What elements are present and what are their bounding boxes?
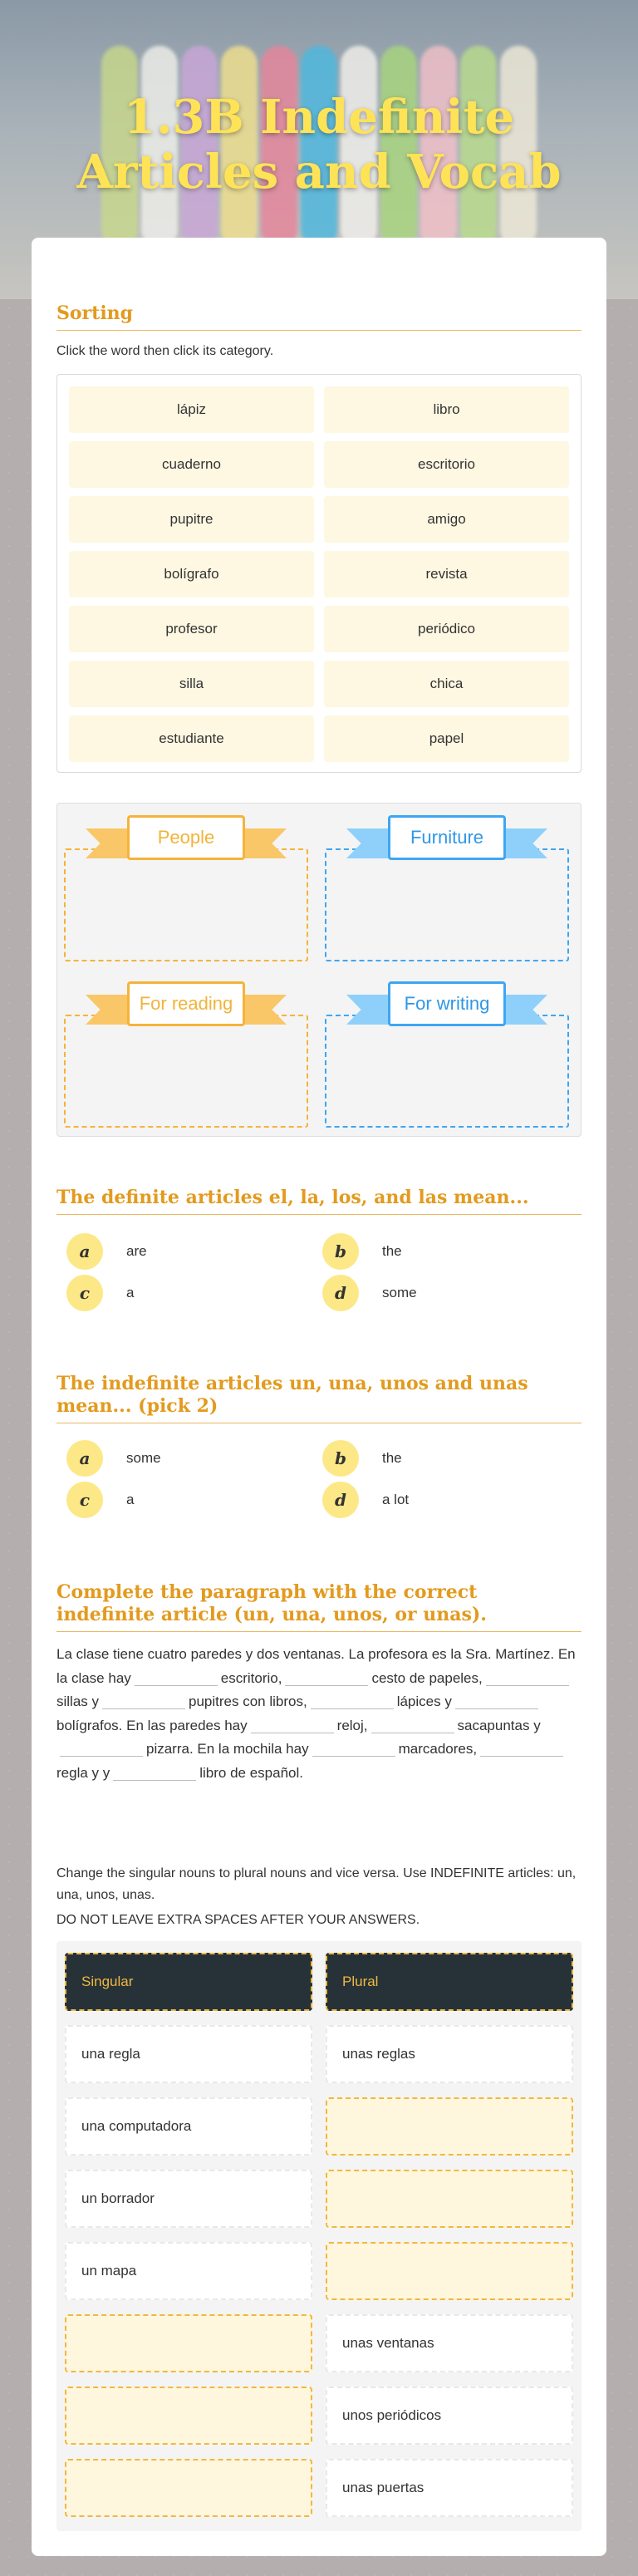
option-text: the [382, 1450, 402, 1466]
category-label: For reading [127, 981, 245, 1026]
page-title: 1.3B Indefinite Articles and Vocab [76, 90, 562, 199]
word-card[interactable]: papel [324, 715, 569, 762]
answer-blank[interactable] [311, 1694, 394, 1709]
ribbon-banner [86, 815, 287, 860]
option-d[interactable] [322, 1482, 409, 1518]
sorting-instruction: Click the word then click its category. [56, 344, 274, 358]
answer-blank[interactable] [135, 1671, 218, 1686]
answer-blank[interactable] [371, 1718, 454, 1733]
option-letter: c [66, 1482, 103, 1518]
ribbon-banner [346, 981, 547, 1026]
option-letter: b [322, 1233, 359, 1270]
answer-blank[interactable] [113, 1766, 196, 1781]
option-letter: a [66, 1440, 103, 1477]
ribbon-banner [346, 815, 547, 860]
drop-zone[interactable] [325, 848, 569, 961]
word-card[interactable]: pupitre [69, 496, 314, 543]
paragraph-segment: pizarra. En la mochila hay [146, 1741, 309, 1757]
plural-cell: unos periódicos [326, 2387, 573, 2445]
paragraph-segment: lápices y [396, 1694, 452, 1709]
column-header-singular: Singular [65, 1953, 312, 2011]
option-letter: c [66, 1275, 103, 1311]
option-letter: b [322, 1440, 359, 1477]
word-card[interactable]: revista [324, 551, 569, 597]
word-card[interactable]: escritorio [324, 441, 569, 488]
option-letter: d [322, 1275, 359, 1311]
option-d[interactable] [322, 1275, 417, 1311]
category-area [56, 803, 582, 1137]
option-a[interactable] [66, 1440, 161, 1477]
singular-cell: un borrador [65, 2170, 312, 2228]
category-people[interactable] [61, 807, 312, 961]
plural-table [56, 1941, 582, 2531]
word-card[interactable]: lápiz [69, 386, 314, 433]
option-text: some [382, 1285, 417, 1300]
word-card[interactable]: estudiante [69, 715, 314, 762]
option-text: some [126, 1450, 161, 1466]
paragraph-segment: regla y y [56, 1764, 110, 1781]
paragraph-text [56, 1643, 582, 1785]
category-furniture[interactable] [321, 807, 572, 961]
plural-instruction: Change the singular nouns to plural nouns and vice versa. Use INDEFINITE articles: un, una, unos, unas. [56, 1866, 577, 1902]
answer-blank[interactable] [480, 1742, 563, 1757]
word-card[interactable]: cuaderno [69, 441, 314, 488]
word-card[interactable]: amigo [324, 496, 569, 543]
paragraph-segment: La clase tiene cuatro paredes y dos ventanas. La profesora es la Sra. Martínez. En la clase hay [56, 1646, 576, 1686]
paragraph-segment: sillas y [56, 1694, 100, 1709]
category-for-writing[interactable] [321, 973, 572, 1128]
category-label: People [127, 815, 245, 860]
option-text: a lot [382, 1492, 410, 1507]
paragraph-segment: escritorio, [220, 1669, 282, 1686]
word-card[interactable]: chica [324, 661, 569, 707]
answer-blank[interactable] [251, 1718, 334, 1733]
paragraph-segment: reloj, [336, 1717, 368, 1733]
option-text: the [382, 1243, 402, 1259]
answer-blank[interactable] [102, 1694, 185, 1709]
singular-answer-input[interactable] [65, 2459, 312, 2517]
option-text: a [126, 1492, 135, 1507]
word-card[interactable]: profesor [69, 606, 314, 652]
option-b[interactable] [322, 1233, 402, 1270]
singular-cell: una regla [65, 2025, 312, 2083]
question-2-title: The indefinite articles un, una, unos and unas mean... (pick 2) [56, 1373, 582, 1423]
answer-blank[interactable] [60, 1742, 143, 1757]
word-card[interactable]: periódico [324, 606, 569, 652]
option-letter: d [322, 1482, 359, 1518]
answer-blank[interactable] [312, 1742, 395, 1757]
sorting-title: Sorting [56, 302, 582, 331]
drop-zone[interactable] [64, 1015, 308, 1128]
paragraph-segment: cesto de papeles, [371, 1669, 483, 1686]
option-a[interactable] [66, 1233, 147, 1270]
option-b[interactable] [322, 1440, 402, 1477]
plural-answer-input[interactable] [326, 2242, 573, 2300]
category-label: For writing [388, 981, 506, 1026]
paragraph-segment: pupitres con libros, [189, 1694, 307, 1709]
answer-blank[interactable] [486, 1671, 569, 1686]
question-1-title: The definite articles el, la, los, and las mean... [56, 1187, 582, 1215]
answer-blank[interactable] [455, 1694, 538, 1709]
plural-answer-input[interactable] [326, 2097, 573, 2156]
category-for-reading[interactable] [61, 973, 312, 1128]
plural-answer-input[interactable] [326, 2170, 573, 2228]
singular-answer-input[interactable] [65, 2314, 312, 2372]
paragraph-segment: libro de español. [199, 1764, 304, 1781]
option-text: are [126, 1243, 147, 1259]
word-bank [56, 374, 582, 773]
singular-answer-input[interactable] [65, 2387, 312, 2445]
ribbon-banner [86, 981, 287, 1026]
word-card[interactable]: libro [324, 386, 569, 433]
paragraph-segment: bolígrafos. En las paredes hay [56, 1717, 248, 1733]
word-card[interactable]: silla [69, 661, 314, 707]
singular-cell: un mapa [65, 2242, 312, 2300]
plural-cell: unas puertas [326, 2459, 573, 2517]
option-letter: a [66, 1233, 103, 1270]
option-c[interactable] [66, 1482, 134, 1518]
word-card[interactable]: bolígrafo [69, 551, 314, 597]
paragraph-segment: marcadores, [398, 1741, 478, 1757]
plural-cell: unas ventanas [326, 2314, 573, 2372]
singular-cell: una computadora [65, 2097, 312, 2156]
plural-warning: DO NOT LEAVE EXTRA SPACES AFTER YOUR ANSWERS. [56, 1913, 420, 1927]
answer-blank[interactable] [285, 1671, 368, 1686]
drop-zone[interactable] [64, 848, 308, 961]
option-text: a [126, 1285, 135, 1300]
paragraph-segment: sacapuntas y [457, 1717, 541, 1733]
column-header-plural: Plural [326, 1953, 573, 2011]
plural-cell: unas reglas [326, 2025, 573, 2083]
option-c[interactable] [66, 1275, 134, 1311]
category-label: Furniture [388, 815, 506, 860]
drop-zone[interactable] [325, 1015, 569, 1128]
paragraph-title: Complete the paragraph with the correct indefinite article (un, una, unos, or unas). [56, 1581, 582, 1632]
